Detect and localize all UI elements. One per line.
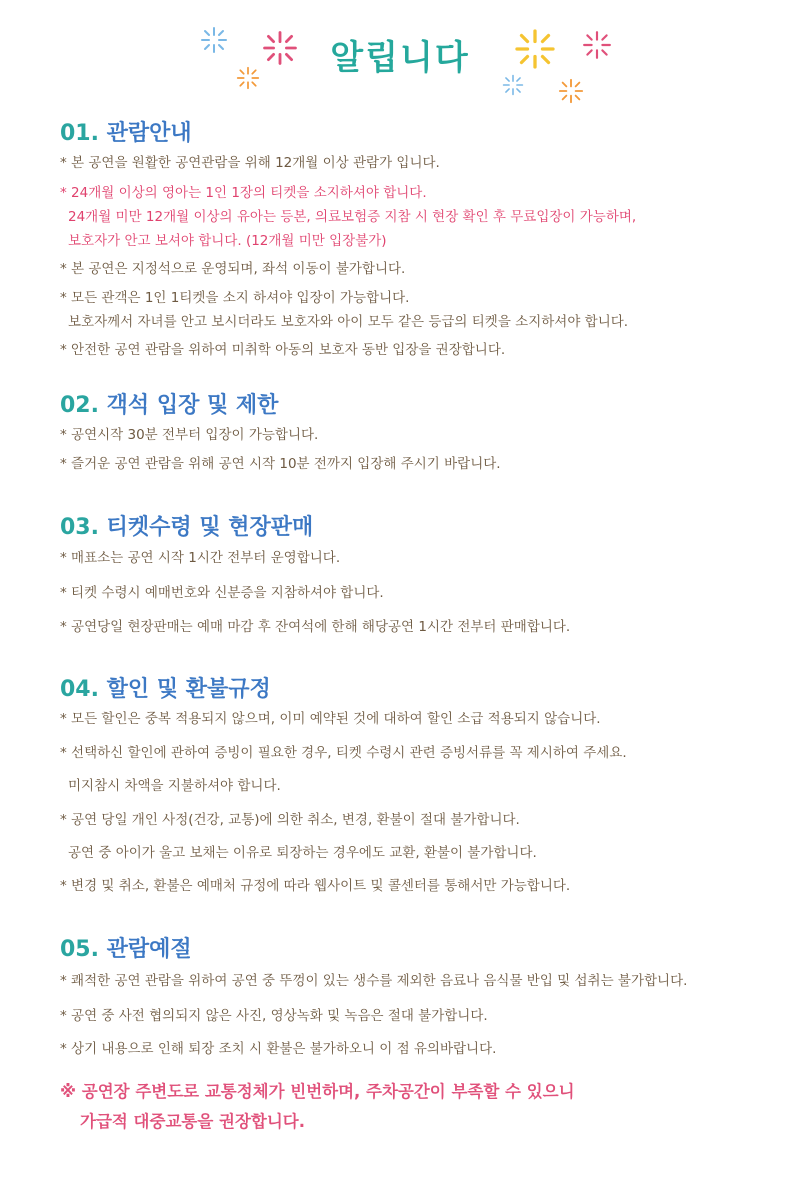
traffic-notice-continued: 가급적 대중교통을 권장합니다. xyxy=(80,1112,305,1131)
section-name: 티켓수령 및 현장판매 xyxy=(106,515,314,540)
info-line: 보호자께서 자녀를 안고 보시더라도 보호자와 아이 모두 같은 등급의 티켓을 소지하셔야 합니다. xyxy=(68,314,629,330)
info-line: * 공연 당일 개인 사정(건강, 교통)에 의한 취소, 변경, 환불이 절대 불가합니다. xyxy=(60,812,520,828)
section-title xyxy=(60,932,192,963)
section-title xyxy=(60,672,271,703)
section-number: 01. xyxy=(60,121,99,146)
section-name: 관람예절 xyxy=(106,937,192,962)
info-line: * 선택하신 할인에 관하여 증빙이 필요한 경우, 티켓 수령시 관련 증빙서류를 꼭 제시하여 주세요. xyxy=(60,745,627,761)
section-etiquette xyxy=(60,932,760,1062)
info-line: * 공연당일 현장판매는 예매 마감 후 잔여석에 한해 해당공연 1시간 전부터 판매합니다. xyxy=(60,619,571,635)
section-seating-entry xyxy=(60,388,760,488)
section-name: 객석 입장 및 제한 xyxy=(106,393,279,418)
section-number: 02. xyxy=(60,393,99,418)
section-name: 할인 및 환불규정 xyxy=(106,677,271,702)
page-title: 알립니다 xyxy=(330,38,470,78)
sparkle-icon xyxy=(502,74,524,96)
section-viewing-guide xyxy=(60,116,760,366)
info-line: 공연 중 아이가 울고 보채는 이유로 퇴장하는 경우에도 교환, 환불이 불가합니다. xyxy=(68,845,537,861)
info-line: * 공연 중 사전 협의되지 않은 사진, 영상녹화 및 녹음은 절대 불가합니다. xyxy=(60,1008,488,1024)
info-line: * 모든 관객은 1인 1티켓을 소지 하셔야 입장이 가능합니다. xyxy=(60,290,410,306)
section-title xyxy=(60,510,313,541)
section-title xyxy=(60,388,278,419)
sparkle-icon xyxy=(514,28,556,70)
section-number: 05. xyxy=(60,937,99,962)
section-name: 관람안내 xyxy=(106,121,192,146)
info-line: * 상기 내용으로 인해 퇴장 조치 시 환불은 불가하오니 이 점 유의바랍니다. xyxy=(60,1041,497,1057)
info-line: * 변경 및 취소, 환불은 예매처 규정에 따라 웹사이트 및 콜센터를 통해서만 가능합니다. xyxy=(60,878,571,894)
section-ticket-pickup xyxy=(60,510,760,640)
sparkle-icon xyxy=(558,78,584,104)
info-line: * 24개월 이상의 영아는 1인 1장의 티켓을 소지하셔야 합니다. xyxy=(60,185,427,201)
info-line: * 안전한 공연 관람을 위하여 미취학 아동의 보호자 동반 입장을 권장합니다. xyxy=(60,342,506,358)
section-title xyxy=(60,116,192,147)
sparkle-icon xyxy=(582,30,612,60)
info-line: 24개월 미만 12개월 이상의 유아는 등본, 의료보험증 지참 시 현장 확인 후 무료입장이 가능하며, xyxy=(68,209,637,225)
info-line: * 즐거운 공연 관람을 위해 공연 시작 10분 전까지 입장해 주시기 바랍니다. xyxy=(60,456,501,472)
info-line: 보호자가 안고 보셔야 합니다. (12개월 미만 입장불가) xyxy=(68,233,387,249)
info-line: * 티켓 수령시 예매번호와 신분증을 지참하셔야 합니다. xyxy=(60,585,384,601)
traffic-notice: ※ 공연장 주변도로 교통정체가 빈번하며, 주차공간이 부족할 수 있으니 xyxy=(60,1082,575,1101)
info-line: * 본 공연은 지정석으로 운영되며, 좌석 이동이 불가합니다. xyxy=(60,261,406,277)
section-number: 03. xyxy=(60,515,99,540)
section-discount-refund xyxy=(60,672,760,902)
page-header xyxy=(0,0,800,112)
info-line: 미지참시 차액을 지불하셔야 합니다. xyxy=(68,778,281,794)
info-line: * 공연시작 30분 전부터 입장이 가능합니다. xyxy=(60,427,319,443)
section-number: 04. xyxy=(60,677,99,702)
info-line: * 모든 할인은 중복 적용되지 않으며, 이미 예약된 것에 대하여 할인 소급 적용되지 않습니다. xyxy=(60,711,601,727)
info-line: * 본 공연을 원활한 공연관람을 위해 12개월 이상 관람가 입니다. xyxy=(60,155,440,171)
info-line: * 쾌적한 공연 관람을 위하여 공연 중 뚜껑이 있는 생수를 제외한 음료나 음식물 반입 및 섭취는 불가합니다. xyxy=(60,973,688,989)
info-line: * 매표소는 공연 시작 1시간 전부터 운영합니다. xyxy=(60,550,341,566)
